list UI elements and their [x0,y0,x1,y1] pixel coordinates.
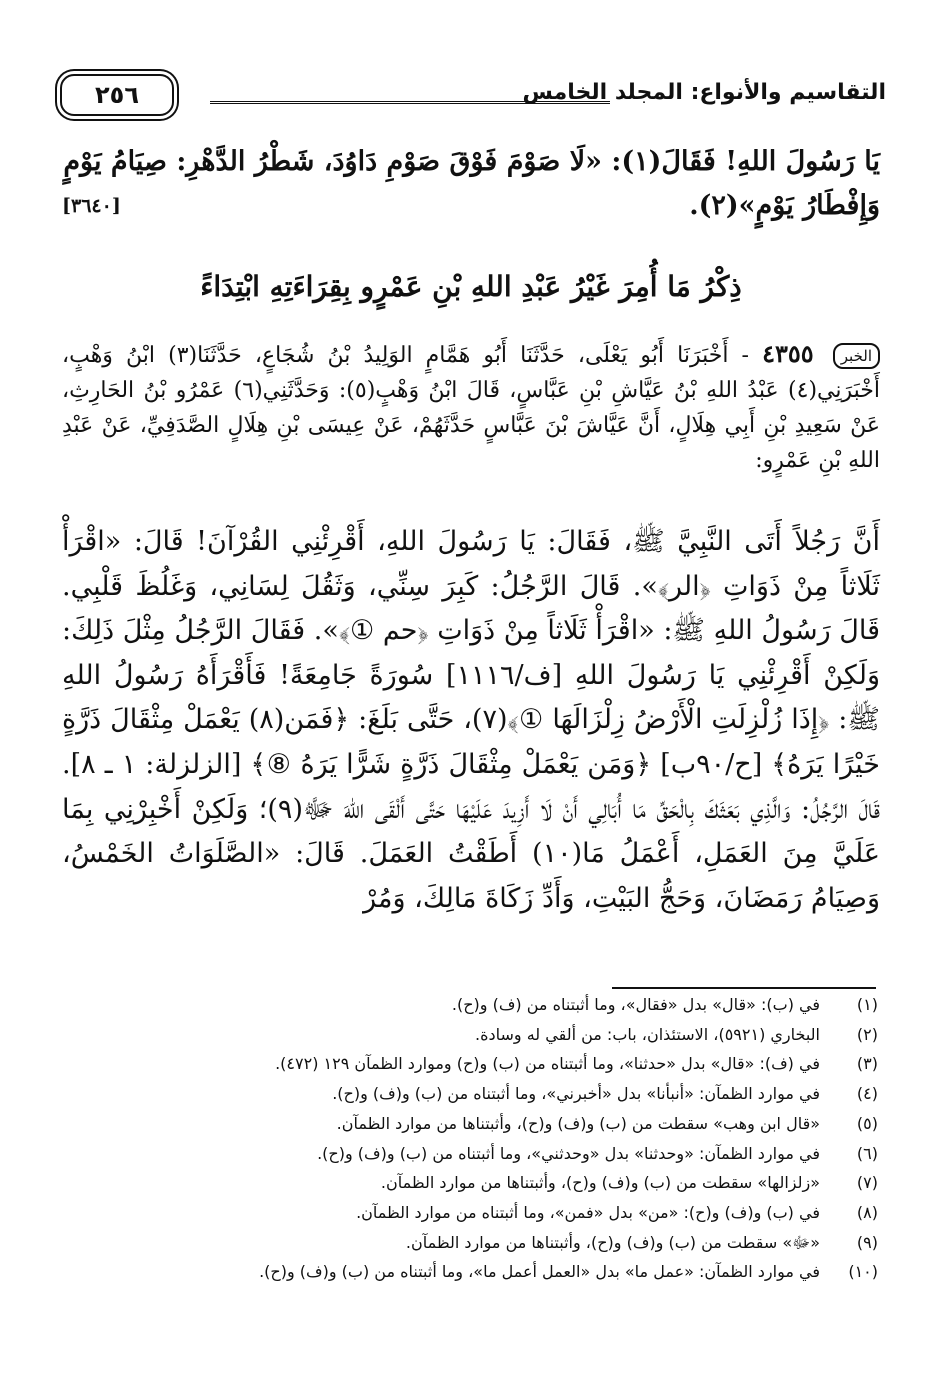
footnote-separator [612,987,876,989]
footnote-number: (٢) [856,1024,878,1044]
intro-line-1: يَا رَسُولَ اللهِ! فَقَالَ(١): «لَا صَوْمَ فَوْقَ صَوْمِ دَاوُدَ، شَطْرُ الدَّهْرِ: صِيَامُ يَوْمٍ [63,146,880,177]
running-header [60,74,886,118]
footnote [60,1109,878,1139]
footnotes [60,990,878,1287]
footnote-text: البخاري (٥٩٢١)، الاستئذان، باب: من ألقي له وسادة. [475,1024,820,1044]
isnad-text: - أَخْبَرَنَا أَبُو يَعْلَى، حَدَّثَنَا أَبُو هَمَّامٍ الوَلِيدُ بْنُ شُجَاعٍ، حَدَّثَنَا(٣) ابْنُ وَهْبٍ، أَخْبَرَنِي(٤) عَبْدُ اللهِ بْنُ عَيَّاشِ بْنِ عَبَّاسٍ، قَالَ ابْنُ وَهْبٍ(٥): وَحَدَّثَنِي(٦) عَمْرُو بْنُ الحَارِثِ، عَنْ سَعِيدِ بْنِ أَبِي هِلَالٍ، أَنَّ عَيَّاشَ بْنَ عَبَّاسٍ حَدَّثَهُمْ، عَنْ عِيسَى بْنِ هِلَالٍ الصَّدَفِيِّ، عَنْ عَبْدِ اللهِ بْنِ عَمْرٍو: [62,343,880,473]
footnote-text: «زلزالها» سقطت من (ب) و(ف) و(ح)، وأثبتناها من موارد الظمآن. [380,1173,820,1193]
footnote-number: (٩) [856,1232,878,1252]
footnote [60,1139,878,1169]
footnote-text: في موارد الظمآن: «وحدثنا» بدل «وحدثني»، وما أثبتناه من (ب) و(ف) و(ح). [317,1143,820,1163]
footnote-text: في (ب): «قال» بدل «فقال»، وما أثبتناه من (ف) و(ح). [451,995,820,1014]
footnote [60,1198,878,1228]
footnote-number: (٨) [856,1202,878,1222]
page-number-box [60,74,174,116]
footnote-number: (٦) [856,1143,878,1163]
page-number: ٢٥٦ [95,81,139,109]
footnote-number: (٥) [856,1113,878,1133]
footnote-text: في موارد الظمآن: «أنبأنا» بدل «أخبرني»، وما أثبتناه من (ب) و(ف) و(ح). [332,1084,820,1104]
footnote-number: (١٠) [848,1262,878,1282]
footnote-text: في (ف): «قال» بدل «حدثنا»، وما أثبتناه من (ب) و(ح) وموارد الظمآن ١٢٩ (٤٧٢). [275,1054,820,1074]
intro-line-2-row [62,184,880,228]
footnote [60,990,878,1020]
hadith-number: ٤٣٥٥ [762,339,814,368]
hadith-reference: [٣٦٤٠] [62,195,121,217]
footnote [60,1228,878,1258]
footnote-text: في (ب) و(ف) و(ح): «من» بدل «فمن»، وما أثبتناه من موارد الظمآن. [356,1202,820,1222]
intro-line-2: وَإِفْطَارُ يَوْمٍ»(٢). [689,190,880,221]
footnote [60,1049,878,1079]
header-title: التقاسيم والأنواع: المجلد الخامس [522,80,886,105]
footnote-text: «قال ابن وهب» سقطت من (ب) و(ف) و(ح)، وأثبتناها من موارد الظمآن. [336,1113,820,1133]
section-heading: ذِكْرُ مَا أُمِرَ غَيْرُ عَبْدِ اللهِ بْنِ عَمْرٍو بِقِرَاءَتِهِ ابْتِدَاءً [200,270,742,303]
header-rule [210,101,610,104]
hadith-marker-icon: الخبر [833,343,880,369]
footnote-text: في موارد الظمآن: «عمل ما» بدل «العمل أعمل ما»، وما أثبتناه من (ب) و(ف) و(ح). [259,1262,820,1282]
matn-text: أَنَّ رَجُلاً أَتَى النَّبِيَّ ﷺ، فَقَالَ: يَا رَسُولَ اللهِ، أَقْرِئْنِي القُرْآنَ! قَالَ: «اقْرَأْ ثَلَاثاً مِنْ ذَوَاتِ ﴿الر﴾». قَالَ الرَّجُلُ: كَبِرَ سِنِّي، وَثَقُلَ لِسَانِي، وَغَلُظَ قَلْبِي. قَالَ رَسُولُ اللهِ ﷺ: «اقْرَأْ ثَلَاثاً مِنْ ذَوَاتِ ﴿حم ①﴾». فَقَالَ الرَّجُلُ مِثْلَ ذَلِكَ: وَلَكِنْ أَقْرِئْنِي يَا رَسُولَ اللهِ [ف/١١١٦] سُورَةً جَامِعَةً! فَأَقْرَأَهُ رَسُولُ اللهِ ﷺ: ﴿إِذَا زُلْزِلَتِ الْأَرْضُ زِلْزَالَهَا ①﴾(٧)، حَتَّى بَلَغَ: ﴿فَمَن(٨) يَعْمَلْ مِثْقَالَ ذَرَّةٍ خَيْرًا يَرَهُ﴾ [ح/٩٠ب] ﴿وَمَن يَعْمَلْ مِثْقَالَ ذَرَّةٍ شَرًّا يَرَهُ ⑧﴾ [الزلزلة: ١ ـ ٨]. قَالَ الرَّجُلُ: وَالَّذِي بَعَثَكَ بِالْحَقِّ مَا أُبَالِي أَنْ لَا أَزِيدَ عَلَيْهَا حَتَّى أَلْقَى اللهَ ﷻ(٩)؛ وَلَكِنْ أَخْبِرْنِي بِمَا عَلَيَّ مِنَ العَمَلِ، أَعْمَلُ مَا(١٠) أَطَقْتُ العَمَلَ. قَالَ: «الصَّلَوَاتُ الخَمْسُ، وَصِيَامُ رَمَضَانَ، وَحَجُّ البَيْتِ، وَأَدِّ زَكَاةَ مَالِكَ، وَمُرْ [62,526,881,914]
footnote-number: (٤) [856,1084,878,1104]
isnad-paragraph [62,336,880,478]
footnote-number: (٧) [856,1173,878,1193]
matn-paragraph [62,520,880,921]
footnote [60,1020,878,1050]
footnote [60,1257,878,1287]
footnote-number: (٣) [856,1054,878,1074]
footnote [60,1168,878,1198]
footnote-text: «ﷻ» سقطت من (ب) و(ف) و(ح)، وأثبتناها من موارد الظمآن. [405,1232,820,1252]
footnote-number: (١) [856,995,878,1014]
intro-hadith [62,140,880,228]
footnote [60,1079,878,1109]
